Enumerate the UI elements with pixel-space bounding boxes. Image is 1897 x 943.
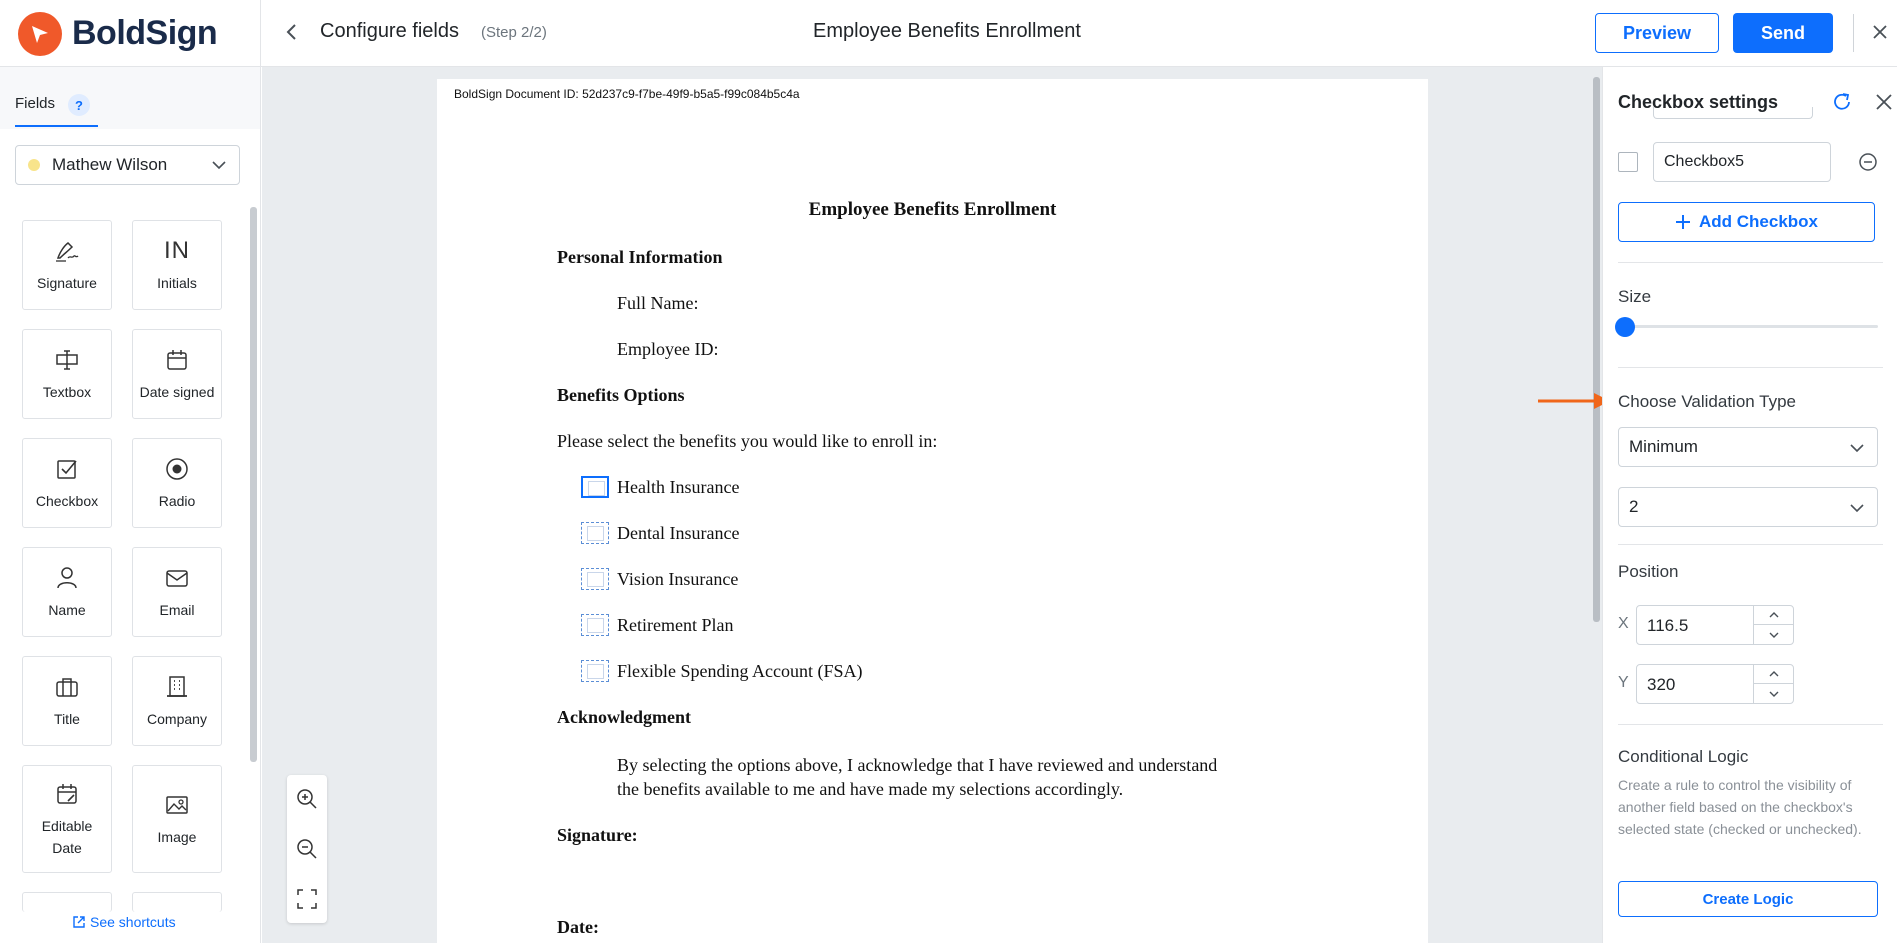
chevron-left-icon (285, 22, 299, 42)
y-label: Y (1618, 674, 1629, 691)
checkbox-default-state[interactable] (1618, 152, 1638, 172)
preview-button[interactable]: Preview (1595, 13, 1719, 53)
divider (1618, 724, 1883, 725)
field-image[interactable] (132, 765, 222, 873)
back-button[interactable] (278, 18, 306, 46)
document-title: Employee Benefits Enrollment (813, 20, 1081, 42)
divider (1618, 262, 1883, 263)
signer-name: Mathew Wilson (52, 155, 168, 174)
full-name-label: Full Name: (617, 293, 699, 313)
validation-type-label: Choose Validation Type (1618, 392, 1796, 411)
ack-text-line1: By selecting the options above, I acknowledge that I have reviewed and understand (617, 755, 1218, 775)
zoom-out-button[interactable] (295, 837, 319, 861)
y-increment-button[interactable] (1754, 665, 1793, 684)
field-label: Title (54, 711, 80, 727)
zoom-in-icon (296, 788, 318, 810)
y-spinner (1753, 665, 1793, 703)
validation-count-select[interactable] (1618, 487, 1878, 527)
palette-scrollbar[interactable] (250, 207, 257, 762)
zoom-out-icon (296, 838, 318, 860)
see-shortcuts-link[interactable] (72, 914, 176, 930)
header-divider (1853, 14, 1854, 52)
close-icon[interactable] (1873, 91, 1895, 113)
fields-tabbar (0, 67, 260, 129)
document-id: BoldSign Document ID: 52d237c9-f7be-49f9-b5a5-f99c084b5c4a (454, 87, 800, 101)
option-dental: Dental Insurance (617, 523, 740, 543)
validation-count-value: 2 (1629, 497, 1639, 516)
option-vision: Vision Insurance (617, 569, 739, 589)
checkbox-field-dental[interactable] (581, 522, 609, 544)
textbox-icon (54, 347, 80, 373)
document-viewport (262, 67, 1602, 943)
checkbox-field-health[interactable] (581, 476, 609, 498)
benefits-prompt: Please select the benefits you would like to enroll in: (557, 431, 938, 451)
tab-fields[interactable]: Fields (15, 95, 56, 112)
x-decrement-button[interactable] (1754, 625, 1793, 644)
conditional-logic-description: Create a rule to control the visibility of another field based on the checkbox's selected state (checked or unchecked). (1618, 777, 1862, 837)
validation-type-select[interactable] (1618, 427, 1878, 467)
send-button[interactable]: Send (1733, 13, 1833, 53)
document-page (437, 79, 1428, 943)
ack-text-line2: the benefits available to me and have made my selections accordingly. (617, 779, 1124, 799)
field-company[interactable] (132, 656, 222, 746)
checkbox-settings-panel (1602, 67, 1897, 943)
chevron-up-icon (1768, 611, 1780, 619)
chevron-down-icon (1768, 631, 1780, 639)
settings-title: Checkbox settings (1618, 92, 1779, 112)
field-label: Checkbox (35, 493, 99, 509)
remove-checkbox-icon[interactable] (1858, 152, 1878, 172)
editable-date-icon (54, 781, 80, 807)
section-acknowledgment: Acknowledgment (557, 707, 691, 727)
close-button[interactable] (1866, 18, 1894, 46)
highlight-arrow-icon (1538, 392, 1610, 410)
x-increment-button[interactable] (1754, 606, 1793, 625)
field-label: Initials (157, 275, 197, 291)
radio-icon (164, 456, 190, 482)
chevron-down-icon (1849, 501, 1865, 515)
section-benefits: Benefits Options (557, 385, 685, 405)
building-icon (164, 674, 190, 700)
field-textbox[interactable] (22, 329, 112, 419)
field-title[interactable] (22, 656, 112, 746)
person-icon (54, 565, 80, 591)
fit-to-page-button[interactable] (295, 887, 319, 911)
image-icon (164, 792, 190, 818)
document-scrollbar[interactable] (1593, 77, 1600, 622)
logo (0, 0, 261, 67)
signature-label: Signature: (557, 825, 638, 845)
signer-dropdown[interactable] (15, 145, 240, 185)
checkbox-icon (54, 456, 80, 482)
step-indicator: (Step 2/2) (481, 24, 547, 41)
add-checkbox-button[interactable] (1618, 202, 1875, 242)
field-label: Textbox (42, 384, 92, 400)
document-heading: Employee Benefits Enrollment (808, 199, 1057, 220)
x-spinner (1753, 606, 1793, 644)
signer-color-dot (28, 159, 40, 171)
page-title: Configure fields (320, 20, 459, 42)
x-value: 116.5 (1647, 616, 1689, 635)
option-fsa: Flexible Spending Account (FSA) (617, 661, 863, 681)
calendar-icon (164, 347, 190, 373)
chevron-down-icon (1849, 441, 1865, 455)
section-personal: Personal Information (557, 247, 723, 267)
plus-icon (1675, 214, 1691, 230)
zoom-in-button[interactable] (295, 787, 319, 811)
field-label: Editable Date (41, 818, 93, 856)
initials-icon: IN (164, 237, 190, 264)
field-editable-date[interactable] (22, 765, 112, 873)
zoom-toolbar (287, 775, 327, 923)
field-email[interactable] (132, 547, 222, 637)
field-label: Date signed (139, 384, 215, 400)
chevron-down-icon (211, 158, 227, 172)
field-label: Signature (37, 275, 97, 291)
divider (1618, 544, 1883, 545)
y-decrement-button[interactable] (1754, 684, 1793, 703)
field-initials[interactable] (132, 220, 222, 310)
y-position-input[interactable] (1636, 664, 1794, 704)
conditional-logic-title: Conditional Logic (1618, 747, 1749, 766)
close-icon (1872, 24, 1888, 40)
briefcase-icon (54, 674, 80, 700)
field-date-signed[interactable] (132, 329, 222, 419)
employee-id-label: Employee ID: (617, 339, 719, 359)
previous-checkbox-input[interactable] (1653, 107, 1813, 119)
field-label: Image (157, 829, 197, 845)
size-label: Size (1618, 287, 1652, 306)
field-label: Email (159, 602, 195, 618)
external-link-icon (72, 915, 86, 929)
add-checkbox-label: Add Checkbox (1698, 212, 1819, 231)
field-radio[interactable] (132, 438, 222, 528)
field-more-1[interactable] (22, 892, 112, 912)
chevron-up-icon (1768, 670, 1780, 678)
field-signature[interactable] (22, 220, 112, 310)
x-position-input[interactable] (1636, 605, 1794, 645)
tab-underline (15, 125, 98, 127)
validation-type-value: Minimum (1629, 437, 1698, 456)
field-label: Radio (158, 493, 196, 509)
option-health: Health Insurance (617, 477, 740, 497)
create-logic-button[interactable]: Create Logic (1618, 881, 1878, 917)
checkbox-field-fsa[interactable] (581, 660, 609, 682)
help-icon[interactable]: ? (68, 94, 90, 116)
boldsign-logo-icon (18, 12, 62, 56)
field-label: Name (48, 602, 86, 618)
checkbox-field-retirement[interactable] (581, 614, 609, 636)
brand-name: BoldSign (72, 14, 218, 52)
field-checkbox[interactable] (22, 438, 112, 528)
shortcuts-label: See shortcuts (90, 914, 176, 930)
mail-icon (164, 565, 190, 591)
option-retirement: Retirement Plan (617, 615, 734, 635)
fields-panel (0, 67, 261, 943)
size-slider-track[interactable] (1623, 325, 1878, 328)
y-value: 320 (1647, 675, 1676, 694)
checkbox-field-vision[interactable] (581, 568, 609, 590)
signature-icon (54, 238, 80, 264)
date-label: Date: (557, 917, 599, 937)
field-more-2[interactable] (132, 892, 222, 912)
position-label: Position (1618, 562, 1679, 581)
divider (1618, 367, 1883, 368)
x-label: X (1618, 615, 1629, 632)
chevron-down-icon (1768, 690, 1780, 698)
size-slider-thumb[interactable] (1615, 317, 1635, 337)
checkbox-name-input[interactable] (1653, 142, 1831, 182)
fullscreen-icon (296, 888, 318, 910)
refresh-icon[interactable] (1830, 90, 1854, 114)
top-bar (0, 0, 1897, 67)
field-label: Company (147, 711, 207, 727)
field-name[interactable] (22, 547, 112, 637)
